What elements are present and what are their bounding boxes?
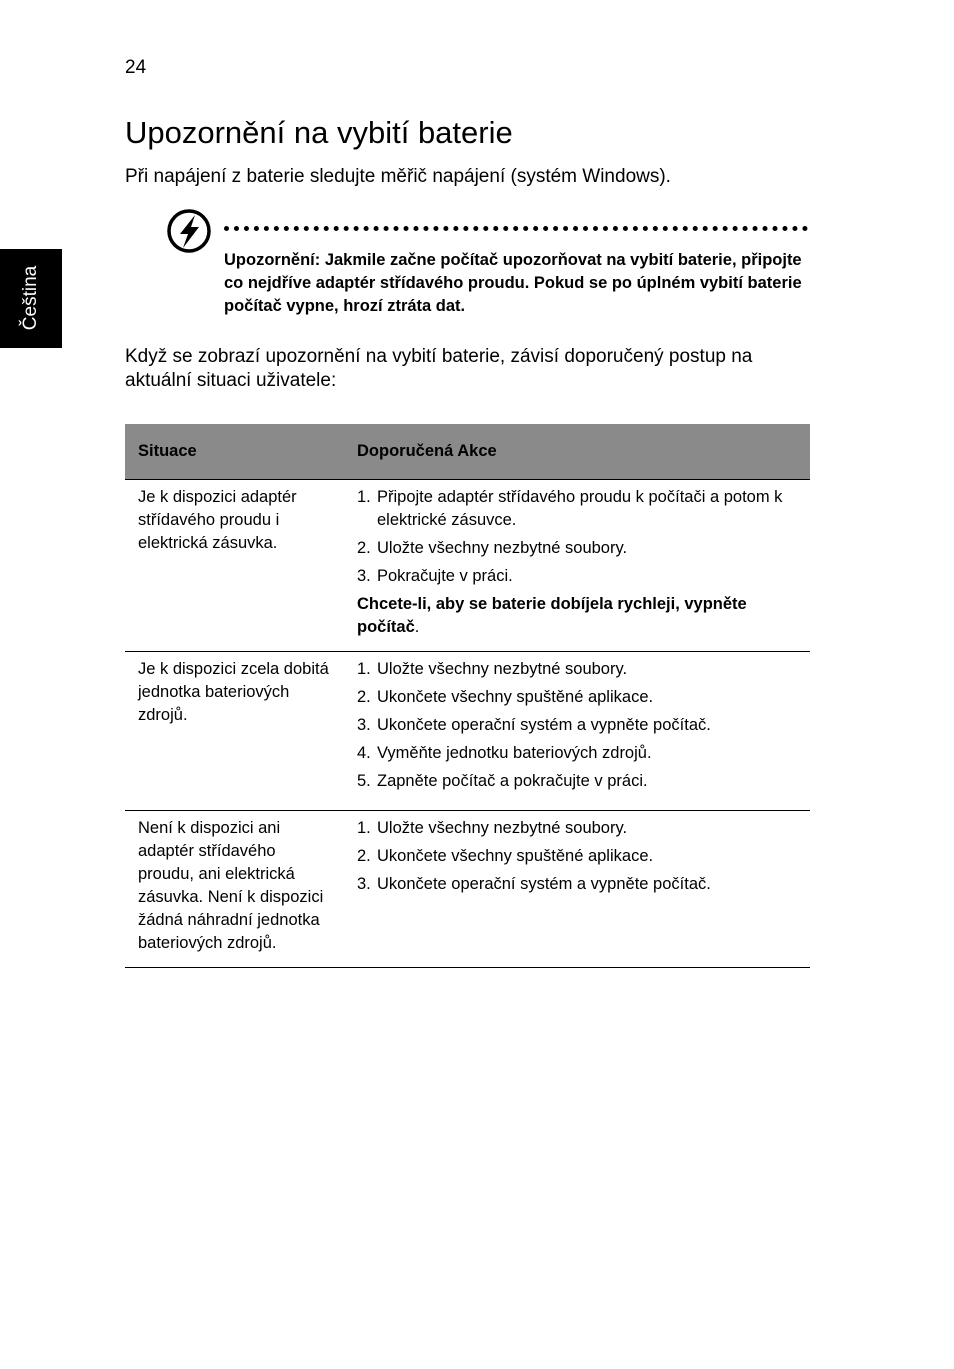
page-title: Upozornění na vybití baterie — [125, 115, 513, 150]
action-list — [357, 817, 810, 896]
action-list — [357, 658, 810, 793]
language-tab-label: Čeština — [20, 265, 41, 331]
list-item: 1. Připojte adaptér střídavého proudu k počítači a potom k elektrické zásuvce. — [357, 488, 783, 529]
action-cell — [344, 480, 810, 652]
list-item: 2. Uložte všechny nezbytné soubory. — [357, 539, 628, 557]
action-note: Chcete-li, aby se baterie dobíjela rychleji, vypněte počítač. — [357, 595, 747, 636]
table-row — [125, 811, 810, 968]
list-item: 3. Pokračujte v práci. — [357, 567, 513, 585]
list-item: 2. Ukončete všechny spuštěné aplikace. — [357, 847, 654, 865]
situation-cell: Je k dispozici adaptér střídavého proudu i elektrická zásuvka. — [125, 480, 344, 652]
action-list — [357, 486, 810, 588]
warning-text: Upozornění: Jakmile začne počítač upozorňovat na vybití baterie, připojte co nejdříve adaptér střídavého proudu. Pokud se po úplném vybití baterie počítač vypne, hrozí ztráta dat. — [224, 251, 802, 315]
intro-text: Při napájení z baterie sledujte měřič napájení (systém Windows). — [125, 166, 671, 187]
lightning-warning-icon — [166, 208, 212, 254]
list-item: 1. Uložte všechny nezbytné soubory. — [357, 660, 628, 678]
list-item: 2. Ukončete všechny spuštěné aplikace. — [357, 688, 654, 706]
header-action: Doporučená Akce — [344, 424, 810, 480]
header-situation: Situace — [125, 424, 344, 480]
page-number: 24 — [125, 57, 147, 78]
list-item: 3. Ukončete operační systém a vypněte počítač. — [357, 875, 711, 893]
situation-cell: Je k dispozici zcela dobitá jednotka bateriových zdrojů. — [125, 652, 344, 811]
list-item: 1. Uložte všechny nezbytné soubory. — [357, 819, 628, 837]
table-row — [125, 480, 810, 652]
situation-table — [125, 424, 810, 968]
body-text: Když se zobrazí upozornění na vybití baterie, závisí doporučený postup na aktuální situaci uživatele: — [125, 346, 753, 391]
list-item: 5. Zapněte počítač a pokračujte v práci. — [357, 772, 648, 790]
situation-cell: Není k dispozici ani adaptér střídavého proudu, ani elektrická zásuvka. Není k dispozici žádná náhradní jednotka bateriových zdrojů. — [125, 811, 344, 968]
action-cell — [344, 811, 810, 968]
action-cell — [344, 652, 810, 811]
list-item: 3. Ukončete operační systém a vypněte počítač. — [357, 716, 711, 734]
table-header-row — [125, 424, 810, 480]
language-tab — [0, 249, 62, 348]
list-item: 4. Vyměňte jednotku bateriových zdrojů. — [357, 744, 652, 762]
table-row — [125, 652, 810, 811]
warning-divider — [224, 226, 808, 231]
